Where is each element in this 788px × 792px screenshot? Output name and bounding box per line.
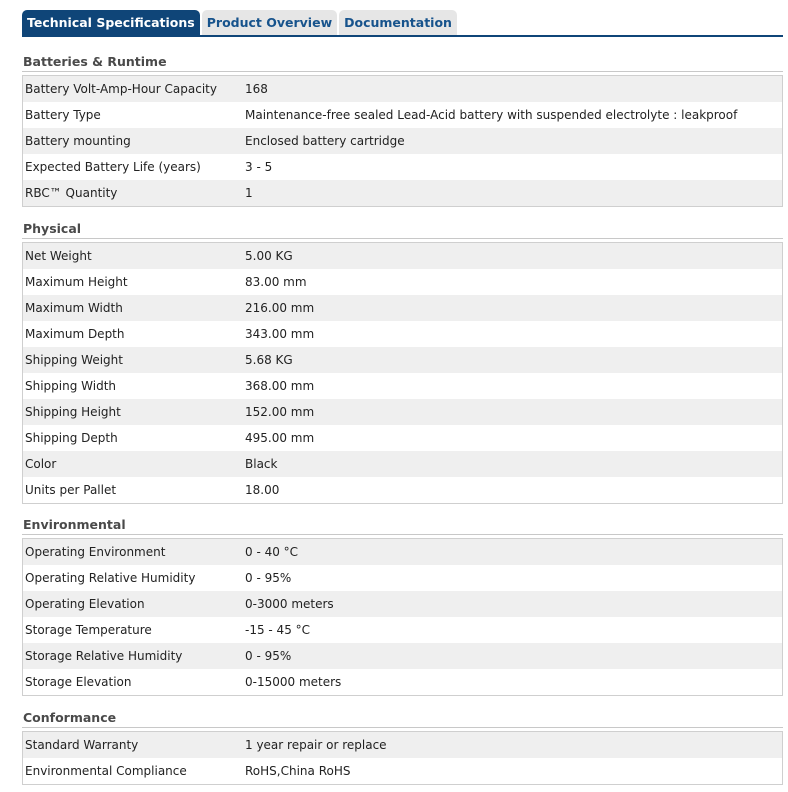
tab-technical-specifications[interactable]: Technical Specifications bbox=[22, 10, 200, 36]
table-row bbox=[23, 373, 782, 399]
spec-label: Battery Volt-Amp-Hour Capacity bbox=[25, 82, 217, 96]
spec-label: Battery Type bbox=[25, 108, 101, 122]
spec-value: 216.00 mm bbox=[245, 301, 315, 315]
spec-value: 0 - 40 °C bbox=[245, 545, 299, 559]
spec-label: Battery mounting bbox=[25, 134, 131, 148]
spec-table-physical bbox=[22, 242, 783, 504]
table-row bbox=[23, 732, 782, 758]
spec-label: Storage Temperature bbox=[25, 623, 152, 637]
spec-table-conformance bbox=[22, 731, 783, 785]
table-row bbox=[23, 180, 782, 206]
section-divider bbox=[22, 534, 783, 535]
spec-label: Color bbox=[25, 457, 57, 471]
spec-label: Environmental Compliance bbox=[25, 764, 187, 778]
table-row bbox=[23, 565, 782, 591]
spec-label: Shipping Depth bbox=[25, 431, 118, 445]
table-row bbox=[23, 102, 782, 128]
spec-label: Operating Elevation bbox=[25, 597, 145, 611]
spec-label: Shipping Weight bbox=[25, 353, 123, 367]
spec-value: 495.00 mm bbox=[245, 431, 315, 445]
spec-value: Enclosed battery cartridge bbox=[245, 134, 405, 148]
spec-label: Operating Environment bbox=[25, 545, 166, 559]
table-row bbox=[23, 295, 782, 321]
section-title-environmental: Environmental bbox=[23, 517, 126, 532]
tab-bar bbox=[22, 10, 459, 36]
spec-label: Units per Pallet bbox=[25, 483, 117, 497]
spec-value: 5.68 KG bbox=[245, 353, 293, 367]
table-row bbox=[23, 669, 782, 695]
section-divider bbox=[22, 71, 783, 72]
table-row bbox=[23, 617, 782, 643]
spec-table-environmental bbox=[22, 538, 783, 696]
section-title-batteries-runtime: Batteries & Runtime bbox=[23, 54, 167, 69]
section-divider bbox=[22, 238, 783, 239]
spec-value: 0-15000 meters bbox=[245, 675, 342, 689]
spec-value: 1 year repair or replace bbox=[245, 738, 387, 752]
table-row bbox=[23, 128, 782, 154]
spec-value: 18.00 bbox=[245, 483, 280, 497]
spec-value: 0 - 95% bbox=[245, 571, 292, 585]
table-row bbox=[23, 539, 782, 565]
spec-label: Expected Battery Life (years) bbox=[25, 160, 201, 174]
spec-label: Net Weight bbox=[25, 249, 92, 263]
spec-label: Standard Warranty bbox=[25, 738, 139, 752]
table-row bbox=[23, 451, 782, 477]
spec-value: RoHS,China RoHS bbox=[245, 764, 351, 778]
table-row bbox=[23, 591, 782, 617]
spec-label: Shipping Width bbox=[25, 379, 117, 393]
table-row bbox=[23, 269, 782, 295]
spec-label: Maximum Height bbox=[25, 275, 128, 289]
tab-documentation[interactable]: Documentation bbox=[339, 10, 457, 36]
spec-label: Shipping Height bbox=[25, 405, 121, 419]
spec-label: Operating Relative Humidity bbox=[25, 571, 196, 585]
spec-label: RBC™ Quantity bbox=[25, 186, 118, 200]
table-row bbox=[23, 243, 782, 269]
tab-product-overview[interactable]: Product Overview bbox=[202, 10, 337, 36]
spec-value: 168 bbox=[245, 82, 268, 96]
spec-value: 5.00 KG bbox=[245, 249, 293, 263]
section-title-physical: Physical bbox=[23, 221, 82, 236]
table-row bbox=[23, 76, 782, 102]
spec-label: Storage Elevation bbox=[25, 675, 132, 689]
spec-value: 343.00 mm bbox=[245, 327, 315, 341]
section-divider bbox=[22, 727, 783, 728]
spec-value: -15 - 45 °C bbox=[245, 623, 311, 637]
table-row bbox=[23, 399, 782, 425]
table-row bbox=[23, 321, 782, 347]
spec-value: 83.00 mm bbox=[245, 275, 307, 289]
spec-value: Black bbox=[245, 457, 278, 471]
table-row bbox=[23, 758, 782, 784]
spec-label: Storage Relative Humidity bbox=[25, 649, 183, 663]
spec-value: 0-3000 meters bbox=[245, 597, 334, 611]
table-row bbox=[23, 154, 782, 180]
spec-value: 368.00 mm bbox=[245, 379, 315, 393]
spec-value: 152.00 mm bbox=[245, 405, 315, 419]
spec-value: 3 - 5 bbox=[245, 160, 273, 174]
table-row bbox=[23, 643, 782, 669]
section-title-conformance: Conformance bbox=[23, 710, 117, 725]
spec-label: Maximum Depth bbox=[25, 327, 125, 341]
spec-label: Maximum Width bbox=[25, 301, 123, 315]
spec-table-batteries-runtime bbox=[22, 75, 783, 207]
tab-underline bbox=[22, 35, 783, 37]
table-row bbox=[23, 477, 782, 503]
spec-value: 0 - 95% bbox=[245, 649, 292, 663]
spec-value: 1 bbox=[245, 186, 253, 200]
table-row bbox=[23, 347, 782, 373]
spec-value: Maintenance-free sealed Lead-Acid battery with suspended electrolyte : leakproof bbox=[245, 108, 738, 122]
table-row bbox=[23, 425, 782, 451]
